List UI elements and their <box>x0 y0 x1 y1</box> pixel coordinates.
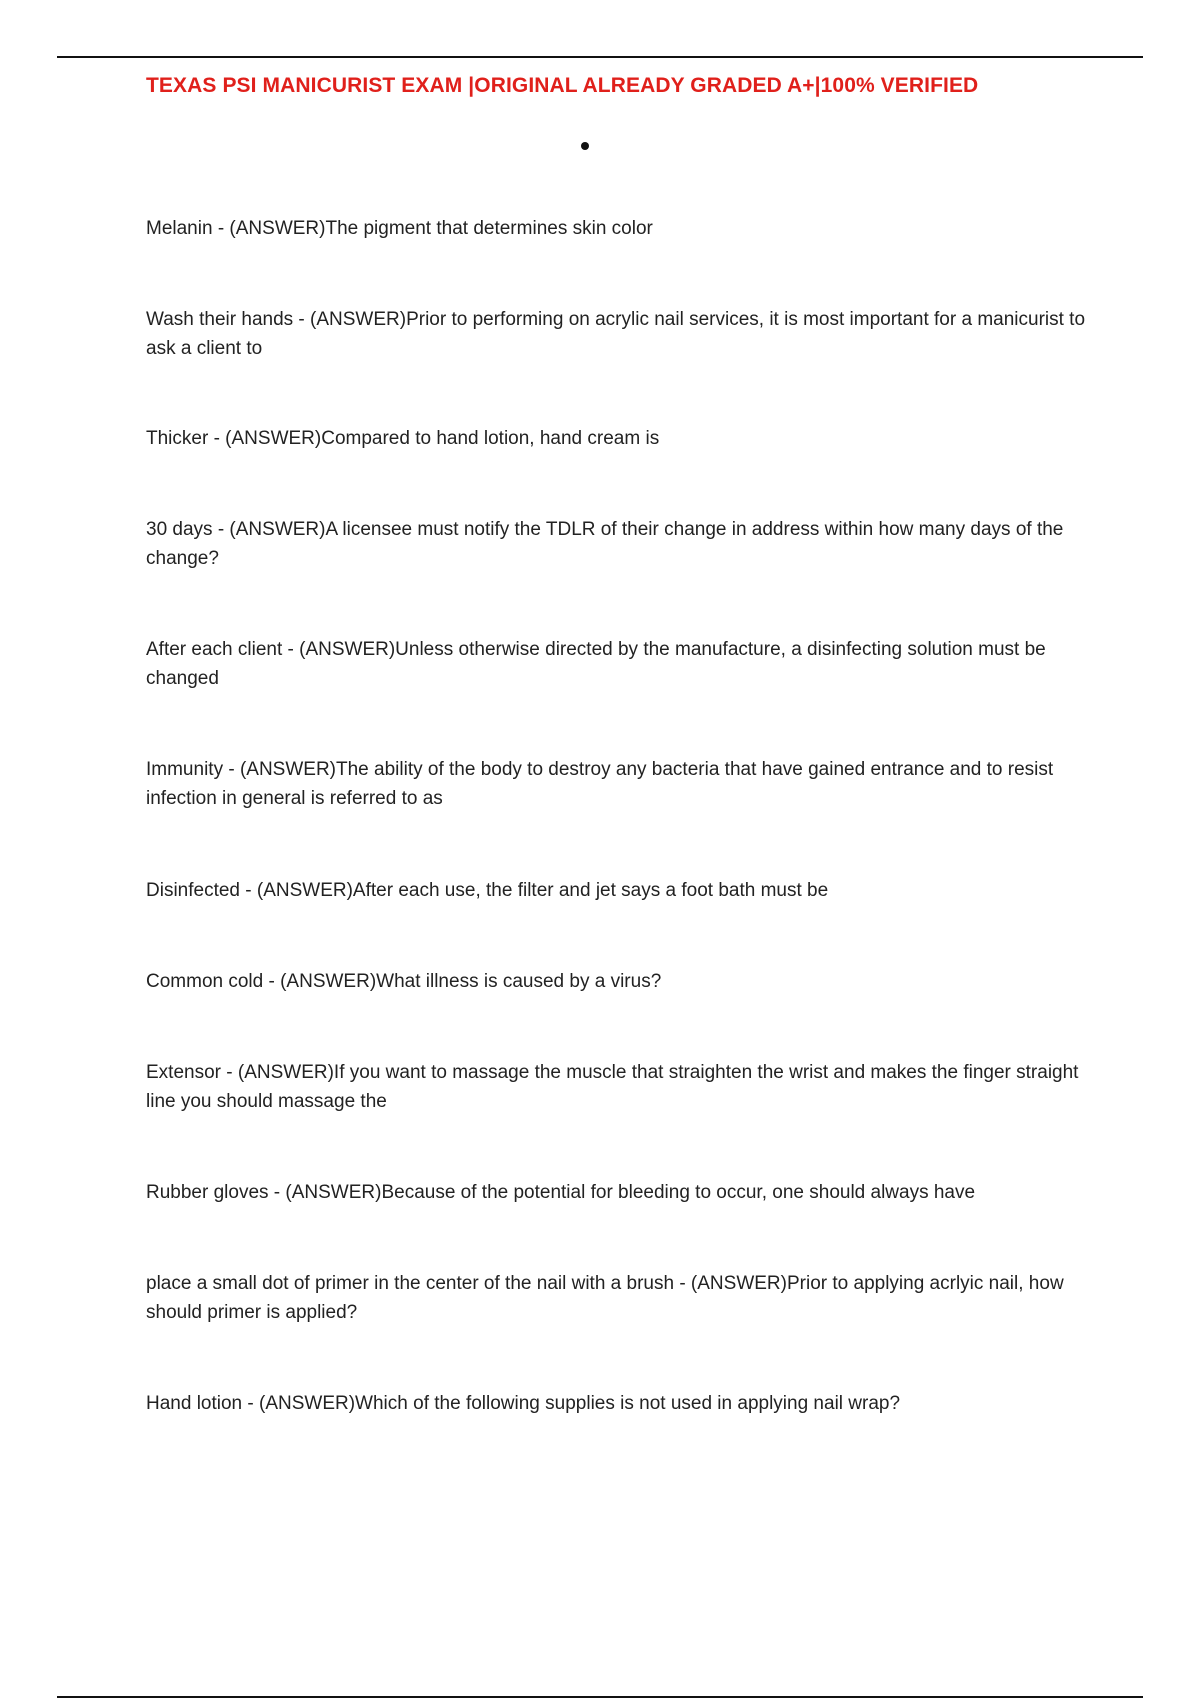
qa-item-6: Immunity - (ANSWER)The ability of the body to destroy any bacteria that have gained entrance and to resist infection in general is referred to as <box>146 759 1054 809</box>
header-rule <box>57 56 1143 58</box>
qa-item-4: 30 days - (ANSWER)A licensee must notify the TDLR of their change in address within how many days of the change? <box>146 519 1064 569</box>
qa-item-11: place a small dot of primer in the center of the nail with a brush - (ANSWER)Prior to applying acrlyic nail, how should primer is applied? <box>146 1273 1064 1323</box>
document-title: TEXAS PSI MANICURIST EXAM |ORIGINAL ALREADY GRADED A+|100% VERIFIED <box>146 74 979 97</box>
qa-item-9: Extensor - (ANSWER)If you want to massage the muscle that straighten the wrist and makes the finger straight line you should massage the <box>146 1062 1079 1112</box>
qa-item-12: Hand lotion - (ANSWER)Which of the following supplies is not used in applying nail wrap? <box>146 1393 901 1414</box>
qa-item-3: Thicker - (ANSWER)Compared to hand lotion, hand cream is <box>146 428 660 449</box>
qa-item-8: Common cold - (ANSWER)What illness is caused by a virus? <box>146 971 662 992</box>
qa-item-10: Rubber gloves - (ANSWER)Because of the potential for bleeding to occur, one should always have <box>146 1182 976 1203</box>
qa-item-7: Disinfected - (ANSWER)After each use, the filter and jet says a foot bath must be <box>146 880 829 901</box>
qa-item-1: Melanin - (ANSWER)The pigment that determines skin color <box>146 218 653 239</box>
qa-item-5: After each client - (ANSWER)Unless otherwise directed by the manufacture, a disinfecting solution must be changed <box>146 639 1046 689</box>
footer-rule <box>57 1696 1143 1698</box>
qa-item-2: Wash their hands - (ANSWER)Prior to performing on acrylic nail services, it is most important for a manicurist to ask a client to <box>146 309 1086 359</box>
bullet-point <box>581 142 589 150</box>
